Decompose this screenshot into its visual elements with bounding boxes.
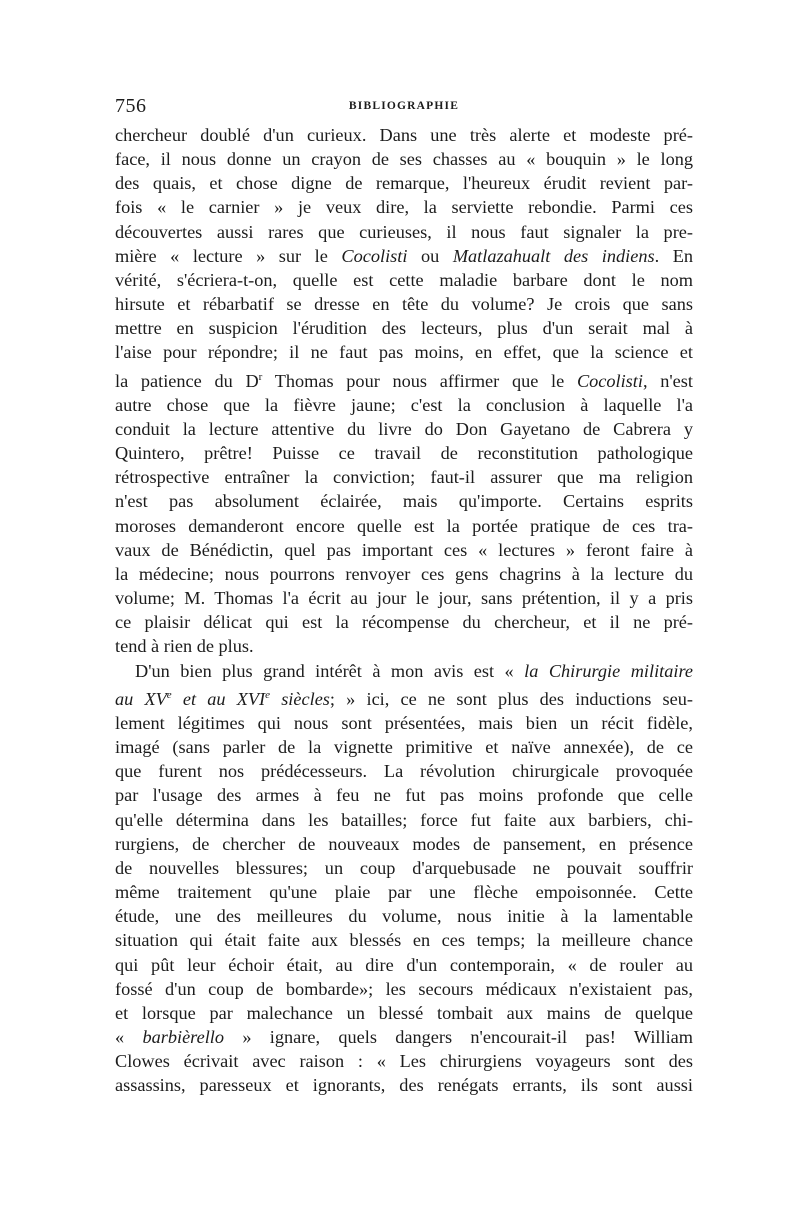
text-run: volume; M. Thomas l'a écrit au jour le jour, sans prétention, il y a pris <box>115 588 693 609</box>
italic-term: la Chirurgie militaire <box>524 660 694 681</box>
text-line <box>115 147 693 171</box>
text-run: vérité, s'écriera-t-on, quelle est cette maladie barbare dont le nom <box>115 269 693 290</box>
body-text <box>115 123 693 1097</box>
text-line <box>115 880 693 904</box>
text-run: rétrospective entraîner la conviction; faut-il assurer que ma religion <box>115 467 693 488</box>
text-run: siècles <box>270 688 330 709</box>
text-line <box>115 562 693 586</box>
page-number: 756 <box>115 95 147 117</box>
text-run: « <box>115 1026 143 1047</box>
text-line <box>115 123 693 147</box>
text-run: D'un bien plus grand intérêt à mon avis est « <box>135 660 525 681</box>
text-line <box>115 340 693 364</box>
text-line <box>115 659 693 683</box>
text-run: fossé d'un coup de bombarde»; les secours médicaux n'existaient pas, <box>115 978 693 999</box>
text-run: Clowes écrivait avec raison : « Les chirurgiens voyageurs sont des <box>115 1051 693 1072</box>
text-run: mière « lecture » sur le <box>115 245 342 266</box>
text-run: la patience du D <box>115 370 259 391</box>
text-line <box>115 465 693 489</box>
text-line <box>115 292 693 316</box>
text-run: mettre en suspicion l'érudition des lecteurs, plus d'un serait mal à <box>115 318 693 339</box>
text-line <box>115 711 693 735</box>
superscript: e <box>265 688 271 701</box>
text-run: qu'elle détermina dans les batailles; force fut faite aux barbiers, chi- <box>115 809 693 830</box>
text-line <box>115 735 693 759</box>
book-page <box>115 95 693 1097</box>
text-run: face, il nous donne un crayon de ses chasses au « bouquin » le long <box>115 149 693 170</box>
text-line <box>115 171 693 195</box>
text-line <box>115 610 693 634</box>
text-run: étude, une des meilleures du volume, nous initie à la lamentable <box>115 906 693 927</box>
text-line <box>115 316 693 340</box>
text-line <box>115 268 693 292</box>
italic-term: Cocolisti <box>576 370 643 391</box>
text-run: conduit la lecture attentive du livre do Don Gayetano de Cabrera y <box>115 418 693 439</box>
superscript: r <box>258 370 263 383</box>
text-line <box>115 832 693 856</box>
text-line <box>115 586 693 610</box>
text-run: , n'est <box>642 370 693 391</box>
text-line <box>115 1001 693 1025</box>
text-run: que furent nos prédécesseurs. La révolution chirurgicale provoquée <box>115 761 693 782</box>
text-run: autre chose que la fièvre jaune; c'est la conclusion à laquelle l'a <box>115 394 693 415</box>
text-line <box>115 634 693 658</box>
text-line <box>115 759 693 783</box>
text-line <box>115 365 693 393</box>
text-line <box>115 220 693 244</box>
running-head <box>115 95 693 123</box>
text-run: ; » ici, ce ne sont plus des inductions seu- <box>329 688 693 709</box>
text-line <box>115 244 693 268</box>
italic-term: barbièrello <box>142 1026 225 1047</box>
text-run: des quais, et chose digne de remarque, l'heureux érudit revient par- <box>115 173 693 194</box>
text-run: moroses demanderont encore quelle est la portée pratique de ces tra- <box>115 515 693 536</box>
italic-term: Cocolisti <box>341 245 408 266</box>
text-line <box>115 1073 693 1097</box>
text-run: au XV <box>115 688 167 709</box>
text-run: même traitement qu'une plaie par une flèche empoisonnée. Cette <box>115 882 693 903</box>
running-title: BIBLIOGRAPHIE <box>348 100 460 112</box>
text-line <box>115 808 693 832</box>
text-run: Thomas pour nous affirmer que le <box>262 370 577 391</box>
text-run: imagé (sans parler de la vignette primitive et naïve annexée), de ce <box>115 737 693 758</box>
text-run: Quintero, prêtre! Puisse ce travail de reconstitution pathologique <box>115 443 693 464</box>
text-run: . En <box>654 245 693 266</box>
text-run: la médecine; nous pourrons renvoyer ces gens chagrins à la lecture du <box>115 563 693 584</box>
text-line <box>115 928 693 952</box>
text-line <box>115 683 693 711</box>
text-line <box>115 856 693 880</box>
text-run: hirsute et rébarbatif se dresse en tête du volume? Je crois que sans <box>115 294 693 315</box>
text-line <box>115 514 693 538</box>
text-run: de nouvelles blessures; un coup d'arquebusade ne pouvait souffrir <box>115 857 693 878</box>
text-run: n'est pas absolument éclairée, mais qu'importe. Certains esprits <box>115 491 693 512</box>
text-run: situation qui était faite aux blessés en ces temps; la meilleure chance <box>115 930 693 951</box>
text-run: tend à rien de plus. <box>115 636 254 657</box>
text-run: qui pût leur échoir était, au dire d'un contemporain, « de rouler au <box>115 954 693 975</box>
text-run: » ignare, quels dangers n'encourait-il pas! William <box>224 1026 693 1047</box>
text-run: rurgiens, de chercher de nouveaux modes de pansement, en présence <box>115 833 693 854</box>
superscript: e <box>166 688 172 701</box>
text-run: fois « le carnier » je veux dire, la serviette rebondie. Parmi ces <box>115 197 693 218</box>
text-line <box>115 441 693 465</box>
text-line <box>115 538 693 562</box>
text-line <box>115 489 693 513</box>
text-line <box>115 393 693 417</box>
text-line <box>115 1049 693 1073</box>
text-run: ce plaisir délicat qui est la récompense du chercheur, et il ne pré- <box>115 612 693 633</box>
text-run: assassins, paresseux et ignorants, des renégats errants, ils sont aussi <box>115 1075 693 1096</box>
text-line <box>115 1025 693 1049</box>
text-run: par l'usage des armes à feu ne fut pas moins profonde que celle <box>115 785 693 806</box>
text-run: vaux de Bénédictin, quel pas important ces « lectures » feront faire à <box>115 539 693 560</box>
text-line <box>115 953 693 977</box>
italic-term <box>115 689 330 709</box>
text-line <box>115 977 693 1001</box>
text-run: l'aise pour répondre; il ne faut pas moins, en effet, que la science et <box>115 342 693 363</box>
text-run: et lorsque par malechance un blessé tombait aux mains de quelque <box>115 1002 693 1023</box>
text-run: ou <box>407 245 453 266</box>
text-run: lement légitimes qui nous sont présentées, mais bien un récit fidèle, <box>115 712 693 733</box>
text-run: chercheur doublé d'un curieux. Dans une très alerte et modeste pré- <box>115 125 693 145</box>
text-run: et au XVI <box>171 688 266 709</box>
italic-term: Matlazahualt des indiens <box>452 245 655 266</box>
text-line <box>115 417 693 441</box>
text-line <box>115 783 693 807</box>
text-line <box>115 904 693 928</box>
text-line <box>115 195 693 219</box>
text-run: découvertes aussi rares que curieuses, il nous faut signaler la pre- <box>115 221 693 242</box>
